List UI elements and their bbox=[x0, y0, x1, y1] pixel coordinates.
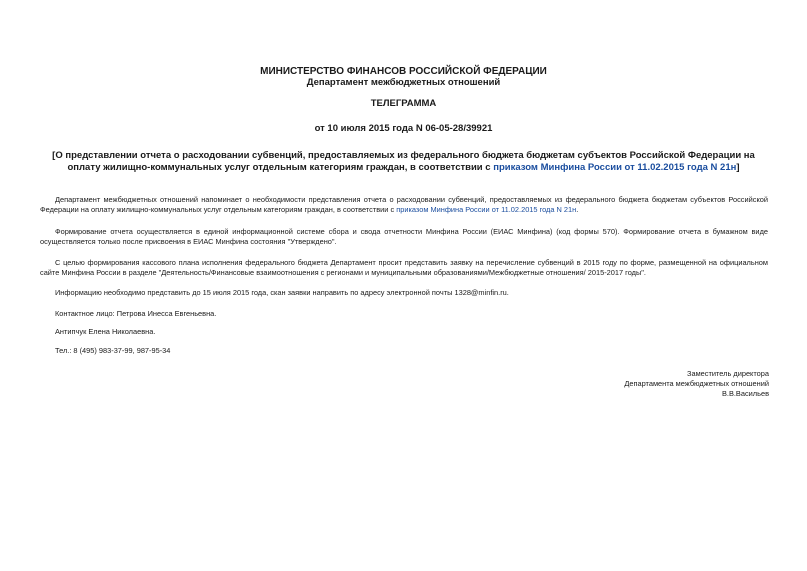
paragraph-phone-text: Тел.: 8 (495) 983-37-99, 987-95-34 bbox=[55, 346, 171, 355]
paragraph-order-link[interactable]: приказом Минфина России от 11.02.2015 года N 21н bbox=[396, 205, 577, 215]
paragraph-cash-plan-text: С целью формирования кассового плана исполнения федерального бюджета Департамент просит представить заявку на перечисление субвенций в 2015 году по форме, размещенной на официальном сайте Минфина России в разделе "Деятельность/Финансовые взаимоотношения с регионами и муниципальными образованиями/Межбюджетные отношения/ 2015-2017 годы". bbox=[40, 258, 768, 278]
document-type: ТЕЛЕГРАММА bbox=[370, 98, 437, 109]
paragraph-contact-text: Контактное лицо: Петрова Инесса Евгеньевна. bbox=[55, 309, 217, 318]
document-subject bbox=[40, 150, 767, 174]
paragraph-phone bbox=[40, 346, 768, 356]
paragraph-reminder-end: . bbox=[576, 205, 579, 215]
paragraph-formation-text: Формирование отчета осуществляется в единой информационной системе сбора и свода отчетности Минфина России (ЕИАС Минфина) (код формы 570). Формирование отчета в бумажном виде осуществляется только после присвоения в ЕИАС Минфина состояния "Утверждено". bbox=[40, 227, 768, 247]
paragraph-reminder-text: Департамент межбюджетных отношений напоминает о необходимости представления отчета о расходовании субвенций, предоставляемых из федерального бюджета бюджетам субъектов Российской Федерации на оплату жилищно-коммунальных услуг отдельным категориям граждан, в соответствии с bbox=[40, 195, 768, 215]
subject-order-link[interactable]: приказом Минфина России от 11.02.2015 года N 21н bbox=[493, 162, 737, 173]
ministry-title: МИНИСТЕРСТВО ФИНАНСОВ РОССИЙСКОЙ ФЕДЕРАЦИИ bbox=[260, 66, 547, 77]
signature-block bbox=[624, 369, 769, 400]
paragraph-reminder bbox=[40, 195, 768, 215]
subject-text: О представлении отчета о расходовании субвенций, предоставляемых из федерального бюджета бюджетам субъектов Российской Федерации на оплату жилищно-коммунальных услуг отдельным категориям граждан, в соответствии с bbox=[55, 150, 755, 173]
paragraph-contact bbox=[40, 309, 768, 319]
signature-department: Департамента межбюджетных отношений bbox=[624, 379, 769, 389]
paragraph-contact-2-text: Антипчук Елена Николаевна. bbox=[55, 327, 156, 336]
paragraph-formation bbox=[40, 227, 768, 247]
document-date-number: от 10 июля 2015 года N 06-05-28/39921 bbox=[314, 123, 493, 134]
subject-close-bracket: ] bbox=[736, 162, 740, 173]
paragraph-deadline-text: Информацию необходимо представить до 15 июля 2015 года, скан заявки направить по адресу электронной почты 1328@minfin.ru. bbox=[55, 288, 509, 297]
signature-position: Заместитель директора bbox=[687, 369, 769, 378]
subject-open-bracket: [ bbox=[52, 150, 56, 161]
paragraph-contact-2 bbox=[40, 327, 768, 337]
department-title: Департамент межбюджетных отношений bbox=[306, 77, 501, 88]
signature-name: В.В.Васильев bbox=[721, 389, 769, 399]
paragraph-cash-plan bbox=[40, 258, 768, 278]
paragraph-deadline bbox=[40, 288, 768, 298]
